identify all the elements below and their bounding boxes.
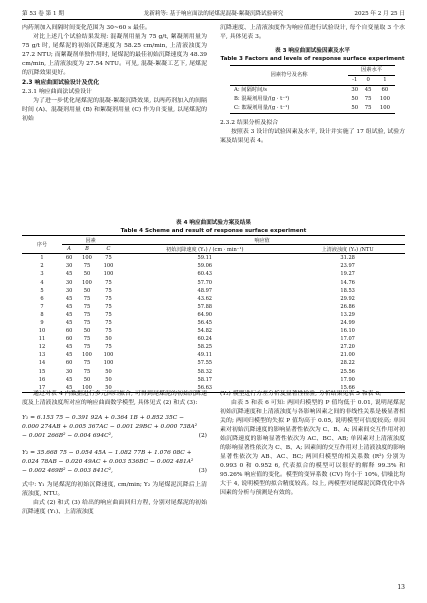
table-cell: 75 — [105, 255, 112, 262]
table-cell: 30 — [65, 279, 73, 286]
table-cell: 75 — [105, 328, 112, 335]
table-cell: 45 — [65, 295, 73, 302]
section-heading: 2.3 响应曲面试验设计及优化 — [22, 80, 100, 86]
table3-caption-cn: 表 3 响应曲面试验因素及水平 — [275, 48, 350, 54]
table-row — [22, 311, 405, 319]
table-cell: 100 — [103, 352, 114, 359]
table-cell: 3 — [40, 271, 44, 278]
table-cell: 13 — [38, 352, 46, 359]
table-cell: 75 — [105, 295, 112, 302]
table-cell: 30 — [65, 263, 73, 270]
right-column-lower — [220, 390, 405, 498]
table-cell: 29.92 — [340, 295, 355, 302]
table-cell: 30 — [65, 368, 73, 375]
table3-caption-en: Table 3 Factors and levels of response surface experiment — [220, 56, 405, 62]
table4: 序号 因素 响应值 A B C 初始沉降速度 (Y₁) / (cm · min⁻¹) 上清液浊度 (Y₂) /NTU 1 60 100 75 59.11 31.28 2 30 75 100 59.06 23.97 3 45 50 100 60.43 19.27 4 30 100 75 57.70 14.76 5 30 50 75 48.97 18.53 6 45 75 75 43.62 29.92 7 45 75 75 57.88 26.86 8 45 75 75 64.90 13.29 9 45 75 75 56.45 24.99 10 60 50 75 54.82 16.10 11 60 75 50 60.24 17.07 12 45 75 75 58.25 27.20 13 45 100 100 49.11 21.00 14 60 75 100 57.55 28.22 15 30 75 50 58.32 25.56 16 45 50 50 58.17 17.90 17 45 100 50 56.63 15.66 — [22, 235, 405, 393]
table-row — [22, 376, 405, 384]
table-cell: 56.63 — [197, 384, 213, 391]
right-column-upper — [220, 24, 405, 146]
table-row — [22, 270, 405, 278]
table-row: C: 絮凝剂用量/(g · t⁻¹) 50 75 100 — [230, 104, 395, 114]
table-cell: 60 — [65, 336, 73, 343]
left-column-lower — [22, 390, 207, 517]
table-cell: 50 — [105, 368, 112, 375]
table-cell: 7 — [40, 303, 44, 310]
table-cell: 59.11 — [197, 255, 213, 262]
table-cell: 14.76 — [340, 279, 355, 286]
table-cell: 75 — [83, 311, 91, 318]
table-cell: 23.97 — [340, 263, 355, 270]
subsection-heading: 2.3.2 结果分析及拟合 — [220, 120, 279, 126]
table-cell: 56.45 — [197, 319, 213, 326]
table4-caption-en: Table 4 Scheme and result of response surface experiment — [120, 228, 307, 234]
table4-block — [22, 219, 405, 393]
table-cell: 50 — [105, 336, 112, 343]
table3-level: 0 — [366, 77, 370, 83]
table-cell: 100 — [82, 279, 92, 286]
table-cell: 50 — [83, 287, 91, 294]
table-cell: 59.06 — [197, 263, 213, 270]
journal-volume: 第 53 卷 第 1 期 — [22, 11, 64, 17]
table-row — [22, 262, 405, 270]
table-cell: 60 — [65, 360, 73, 367]
table-cell: 10 — [38, 328, 46, 335]
paragraph: 内药剂加入间隔时间变化范围为 30~60 s 最佳。 — [22, 25, 151, 31]
table-cell: 17 — [38, 384, 46, 391]
table-cell: 75 — [83, 303, 91, 310]
equation-3: Y₂ = 35.668 75 − 0.054 45A − 1.082 77B + 1.076 08C + 0.024 78AB − 0.020 49AC + 0.003 536BC − 0.002 481A² − 0.002 469B² − 0.003 841C², — [22, 450, 194, 474]
table-cell: 15 — [38, 368, 46, 375]
table-cell: 60.24 — [197, 336, 213, 343]
table-cell: 57.88 — [197, 303, 213, 310]
table-cell: 75 — [83, 368, 91, 375]
table-cell: 75 — [83, 344, 91, 351]
table-row — [22, 319, 405, 327]
running-header — [22, 9, 405, 19]
table-cell: 30 — [65, 287, 73, 294]
table-row — [22, 368, 405, 376]
table-cell: 45 — [65, 319, 73, 326]
paragraph: 对比上述几个试验结果发现: 混凝剂用量为 75 g/t, 絮凝剂用量为 75 g/t 时, 尾煤泥的初始沉降速度为 58.25 cm/min, 上清液浊度为 27.2 NTU; 而絮凝剂单独作用时, 尾煤泥的最佳初始沉降速度为 48.39 cm/min, 上清液浊度为 27.54 NTU。可见, 混凝-絮凝工艺下, 尾煤泥的沉降效果更好。 — [22, 34, 207, 76]
table-cell: 2 — [40, 263, 44, 270]
table3 — [230, 65, 395, 114]
table-cell: 100 — [103, 360, 114, 367]
table-cell: 75 — [105, 287, 112, 294]
table-cell: 45 — [65, 352, 73, 359]
table-row — [22, 295, 405, 303]
page-number: 13 — [397, 584, 405, 591]
table-cell: 45 — [65, 384, 73, 391]
table-row — [22, 278, 405, 286]
table-cell: 5 — [40, 287, 44, 294]
left-column-upper — [22, 24, 207, 124]
table-cell: 17.90 — [340, 376, 355, 383]
table-cell: 50 — [83, 376, 91, 383]
table-cell: 17.07 — [340, 336, 355, 343]
table3-header-level: 因素水平 — [348, 66, 395, 76]
table-cell: 4 — [40, 279, 44, 286]
table-cell: 50 — [105, 384, 112, 391]
table-row: A: 间隔时间/s 30 45 60 — [234, 87, 389, 93]
paragraph: 按照表 3 设计的试验因素及水平, 设计并实施了 17 组试验, 试验方案及结果见表 4。 — [220, 129, 405, 144]
table-cell: 9 — [40, 319, 44, 326]
table-cell: 75 — [105, 279, 112, 286]
table-cell: 75 — [105, 319, 112, 326]
table-cell: 48.97 — [197, 287, 213, 294]
table-cell: 60 — [65, 255, 73, 262]
table-row — [22, 254, 405, 263]
table-cell: 15.66 — [340, 384, 355, 391]
paragraph: (Y₂) 模型进行方差分析及显著性检验, 分析结果见表 5 和表 6。 — [220, 391, 386, 397]
table4-header-factor: 因素 — [62, 236, 119, 245]
table-cell: 31.28 — [340, 255, 355, 262]
table3-level: -1 — [352, 77, 358, 83]
equation-number: (2) — [198, 433, 207, 439]
table-cell: 18.53 — [340, 287, 355, 294]
table-row — [22, 303, 405, 311]
paragraph: 由式 (2) 和式 (3) 给出的响应曲面回归方程, 分别对尾煤泥的初始沉降速度 (Y₁)、上清液浊度 — [22, 500, 207, 515]
table-cell: 50 — [105, 376, 112, 383]
table-row — [22, 287, 405, 295]
header-rule — [22, 19, 405, 20]
table-cell: 100 — [82, 255, 92, 262]
table4-caption-cn: 表 4 响应曲面试验方案及结果 — [176, 220, 251, 226]
table-cell: 19.27 — [340, 271, 355, 278]
table-row — [22, 343, 405, 351]
table-row — [22, 359, 405, 367]
table-cell: 75 — [83, 263, 91, 270]
table-row — [22, 327, 405, 335]
table-cell: 75 — [105, 303, 112, 310]
table-cell: 64.90 — [197, 311, 213, 318]
table-cell: 57.55 — [197, 360, 213, 367]
table-cell: 16.10 — [340, 328, 355, 335]
table-cell: 6 — [40, 295, 44, 302]
table-cell: 60.43 — [197, 271, 213, 278]
paragraph: 由表 5 和表 6 可知: 两回归模型的 P 值均低于 0.01, 说明尾煤泥初始沉降速度和上清液浊度与各影响因素之间的非线性关系是极显著相关的; 两回归模型的失拟 P 值均高于 0.05, 说明模型可信度较高; 单因素对初始沉降速度的影响显著性依次为 C、B、A; 因素间交互作用对初始沉降速度的影响显著性依次为 AC、BC、AB; 单因素对上清液浊度的影响显著性依次为 C、B、A; 因素间的交互作用对上清液浊度的影响显著性依次为 AB、AC、BC; 两回归模型的相关系数 (R²) 分别为 0.993 0 和 0.952 6, 代表拟合的模型可以很好的解释 99.3% 和 95.26% 响应值的变化。模型的变异系数 (CV) 均小于 10%, 信噪比均大于 4, 说明模型的拟合精度较高。综上, 两模型对尾煤泥沉降优化中各因素的分析与预测是有效的。 — [220, 400, 405, 496]
table-cell: 24.99 — [340, 319, 355, 326]
table-cell: 27.20 — [340, 344, 355, 351]
table3-level: 1 — [383, 77, 387, 83]
table-cell: 100 — [103, 263, 114, 270]
table-cell: 45 — [65, 376, 73, 383]
table-cell: 75 — [83, 336, 91, 343]
table-cell: 75 — [105, 344, 112, 351]
table-cell: 28.22 — [340, 360, 355, 367]
table-cell: 75 — [83, 360, 91, 367]
table-cell: 100 — [82, 352, 92, 359]
table-row: B: 混凝剂用量/(g · t⁻¹) 50 75 100 — [234, 96, 390, 102]
equation-number: (3) — [198, 468, 207, 474]
table-row — [22, 351, 405, 359]
table-cell: 21.00 — [340, 352, 355, 359]
table3-header-factor: 因素符号及名称 — [230, 66, 348, 86]
table-cell: 8 — [40, 311, 44, 318]
issue-date: 2025 年 2 月 25 日 — [354, 11, 405, 17]
table-cell: 100 — [103, 271, 114, 278]
table-cell: 14 — [38, 360, 46, 367]
table-cell: 75 — [83, 319, 91, 326]
table4-header-seq: 序号 — [22, 236, 62, 254]
table-cell: 45 — [65, 344, 73, 351]
article-running-title: 龙新莉等: 基于响应面法的尾煤泥混凝-絮凝沉降试验研究 — [143, 11, 284, 17]
table-cell: 25.56 — [340, 368, 355, 375]
table-cell: 58.25 — [197, 344, 213, 351]
table-cell: 75 — [105, 311, 112, 318]
table-cell: 43.62 — [197, 295, 213, 302]
table-cell: 58.17 — [197, 376, 213, 383]
paragraph: 式中: Y₁ 为尾煤泥的初始沉降速度, cm/min; Y₂ 为尾煤泥沉降后上清液浊度, NTU。 — [22, 482, 207, 497]
paragraph: 为了进一步优化尾煤泥的混凝-絮凝沉降效果, 以两药剂加入的间隔时间 (A)、混凝剂用量 (B) 和絮凝剂用量 (C) 作为自变量, 以尾煤泥的初始 — [22, 98, 207, 122]
table-cell: 45 — [65, 271, 73, 278]
table-cell: 1 — [40, 255, 44, 262]
table-cell: 26.86 — [340, 303, 355, 310]
table-cell: 13.29 — [340, 311, 355, 318]
table-cell: 12 — [38, 344, 46, 351]
table-cell: 57.70 — [197, 279, 213, 286]
table-cell: 11 — [38, 336, 46, 343]
paragraph: 沉降速度、上清液浊度作为响应值进行试验设计, 每个自变量取 3 个水平, 具体见表 3。 — [220, 25, 405, 40]
table4-body — [22, 254, 405, 393]
table-row — [22, 335, 405, 343]
table-cell: 75 — [83, 295, 91, 302]
subsection-heading: 2.3.1 响应曲面法试验设计 — [22, 89, 92, 95]
equation-2: Y₁ = 6.153 75 − 0.391 92A + 0.364 1B + 0.852 35C − 0.000 274AB + 0.005 367AC − 0.001 29BC + 0.000 738A² − 0.001 266B² − 0.004 694C², — [22, 415, 198, 439]
table-cell: 45 — [65, 311, 73, 318]
table-cell: 50 — [83, 271, 91, 278]
table4-header-response: 响应值 — [119, 236, 405, 245]
table-cell: 60 — [65, 328, 73, 335]
table-cell: 58.32 — [197, 368, 213, 375]
paragraph: 通过对表 4 内数据进行多元回归拟合, 可得到尾煤泥的初始沉降速度及上清液浊度所对应的响应曲面数学模型, 具体见式 (2) 和式 (3): — [22, 391, 207, 406]
table-cell: 50 — [83, 328, 91, 335]
table-cell: 49.11 — [197, 352, 213, 359]
table-cell: 100 — [82, 384, 92, 391]
table-cell: 54.82 — [197, 328, 213, 335]
table-cell: 45 — [65, 303, 73, 310]
table-cell: 16 — [38, 376, 46, 383]
